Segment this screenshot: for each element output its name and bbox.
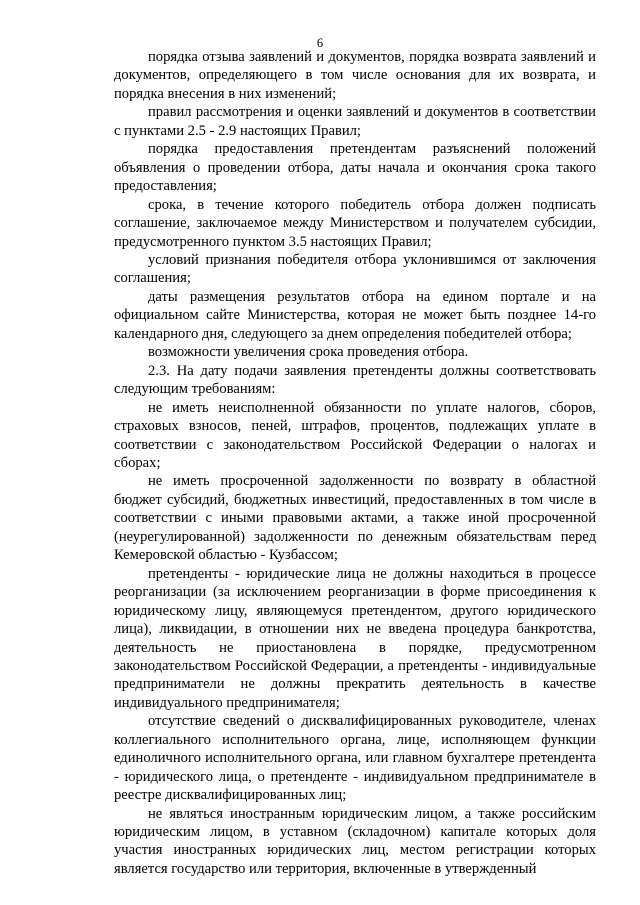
- document-body: [114, 48, 596, 878]
- paragraph-results-publication-date: даты размещения результатов отбора на едином портале и на официальном сайте Министерства, которая не может быть позднее 14-го календарного дня, следующего за днем определения победителей отбора;: [114, 288, 596, 342]
- paragraph-foreign-entities: не являться иностранным юридическим лицом, а также российским юридическим лицом, в уставном (складочном) капитале которых доля участия иностранных юридических лиц, местом регистрации которых является государство или территория, включенные в утвержденный: [114, 805, 596, 877]
- paragraph-tax-obligations: не иметь неисполненной обязанности по уплате налогов, сборов, страховых взносов, пеней, штрафов, процентов, подлежащих уплате в соответствии с законодательством Российской Федерации о налогах и сборах;: [114, 399, 596, 471]
- paragraph-section-2-3: 2.3. На дату подачи заявления претенденты должны соответствовать следующим требованиям:: [114, 362, 596, 398]
- paragraph-reorganization: претенденты - юридические лица не должны находиться в процессе реорганизации (за исключением реорганизации в форме присоединения к юридическому лицу, являющемуся претендентом, другого юридического лица), ликвидации, в отношении них не введена процедура банкротства, деятельность не приостановлена в порядке, предусмотренном законодательством Российской Федерации, а претенденты - индивидуальные предприниматели не должны прекратить деятельность в качестве индивидуального предпринимателя;: [114, 565, 596, 711]
- paragraph-signing-term: срока, в течение которого победитель отбора должен подписать соглашение, заключаемое между Министерством и получателем субсидии, предусмотренного пунктом 3.5 настоящих Правил;: [114, 196, 596, 250]
- page-number: 6: [316, 36, 324, 50]
- paragraph-extension-possibility: возможности увеличения срока проведения отбора.: [148, 344, 469, 361]
- paragraph-disqualified-persons: отсутствие сведений о дисквалифицированных руководителе, членах коллегиального исполнительного органа, лице, исполняющем функции единоличного исполнительного органа, или главном бухгалтере претендента - юридического лица, о претенденте - индивидуальном предпринимателе в реестре дисквалифицированных лиц;: [114, 713, 596, 804]
- paragraph-overdue-debt: не иметь просроченной задолженности по возврату в областной бюджет субсидий, бюджетных инвестиций, предоставленных в том числе в соответствии с иными правовыми актами, а также иной просроченной (неурегулированной) задолженности по денежным обязательствам перед Кемеровской областью - Кузбассом;: [114, 473, 596, 564]
- paragraph-clarification-procedure: порядка предоставления претендентам разъяснений положений объявления о проведении отбора, даты начала и окончания срока такого предоставления;: [114, 141, 596, 195]
- paragraph-evasion-conditions: условий признания победителя отбора уклонившимся от заключения соглашения;: [114, 251, 596, 287]
- paragraph-review-rules: правил рассмотрения и оценки заявлений и документов в соответствии с пунктами 2.5 - 2.9 настоящих Правил;: [114, 104, 596, 139]
- paragraph-withdrawal-procedure: порядка отзыва заявлений и документов, порядка возврата заявлений и документов, определяющего в том числе основания для их возврата, и порядка внесения в них изменений;: [114, 49, 596, 102]
